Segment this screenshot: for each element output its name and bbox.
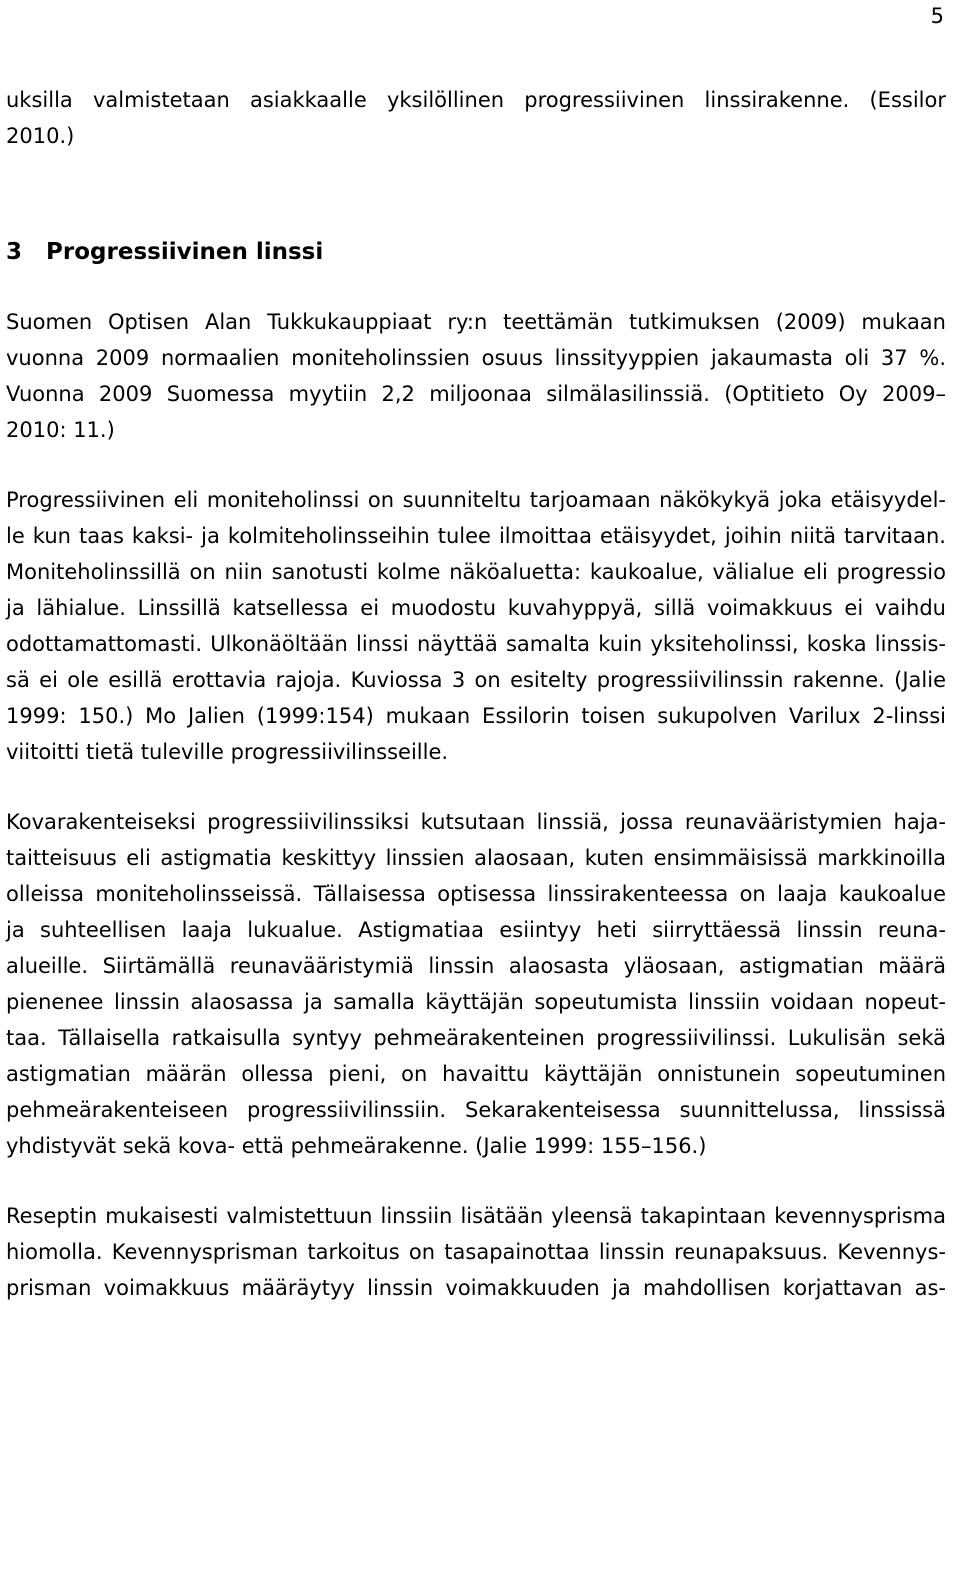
text-line: alueille. Siirtämällä reunavääristymiä linssin alaosasta yläosaan, astigmatian määrä — [6, 954, 946, 978]
text-line: Moniteholinssillä on niin sanotusti kolme näköaluetta: kaukoalue, välialue eli progressio — [6, 560, 946, 584]
text-line: le kun taas kaksi- ja kolmiteholinsseihin tulee ilmoittaa etäisyydet, joihin niitä tarvitaan. — [6, 524, 946, 548]
document-body — [6, 82, 946, 1306]
text-line: 2010: 11.) — [6, 418, 115, 442]
text-line: viitoitti tietä tuleville progressiivilinsseille. — [6, 740, 449, 764]
text-line: 1999: 150.) Mo Jalien (1999:154) mukaan Essilorin toisen sukupolven Varilux 2-linssi — [6, 704, 946, 728]
text-line: astigmatian määrän ollessa pieni, on havaittu käyttäjän onnistunein sopeutuminen — [6, 1062, 946, 1086]
paragraph-4 — [6, 1198, 946, 1306]
page-number: 5 — [930, 4, 944, 28]
text-line: pehmeärakenteiseen progressiivilinssiin. Sekarakenteisessa suunnittelussa, linssissä — [6, 1098, 946, 1122]
text-line: Progressiivinen eli moniteholinssi on suunniteltu tarjoamaan näkökykyä joka etäisyydel- — [6, 488, 946, 512]
paragraph-3 — [6, 804, 946, 1164]
section-number: 3 — [6, 239, 23, 265]
text-line: 2010.) — [6, 124, 75, 148]
text-line: yhdistyvät sekä kova- että pehmeärakenne. (Jalie 1999: 155–156.) — [6, 1134, 707, 1158]
text-line: odottamattomasti. Ulkonäöltään linssi näyttää samalta kuin yksiteholinssi, koska linssis- — [6, 632, 946, 656]
text-line: uksilla valmistetaan asiakkaalle yksilöllinen progressiivinen linssirakenne. (Essilor — [6, 88, 946, 112]
text-line: sä ei ole esillä erottavia rajoja. Kuviossa 3 on esitelty progressiivilinssin rakenne. (Jalie — [6, 668, 946, 692]
paragraph-1 — [6, 304, 946, 448]
text-line: olleissa moniteholinsseissä. Tällaisessa optisessa linssirakenteessa on laaja kaukoalue — [6, 882, 946, 906]
text-line: Vuonna 2009 Suomessa myytiin 2,2 miljoonaa silmälasilinssiä. (Optitieto Oy 2009– — [6, 382, 946, 406]
text-line: taitteisuus eli astigmatia keskittyy linssien alaosaan, kuten ensimmäisissä markkinoilla — [6, 846, 946, 870]
text-line: Kovarakenteiseksi progressiivilinssiksi kutsutaan linssiä, jossa reunavääristymien haja- — [6, 810, 946, 834]
text-line: taa. Tällaisella ratkaisulla syntyy pehmeärakenteinen progressiivilinssi. Lukulisän sekä — [6, 1026, 946, 1050]
text-line: hiomolla. Kevennysprisman tarkoitus on tasapainottaa linssin reunapaksuus. Kevennys- — [6, 1240, 946, 1264]
paragraph-2 — [6, 482, 946, 770]
text-line: prisman voimakkuus määräytyy linssin voimakkuuden ja mahdollisen korjattavan as- — [6, 1276, 946, 1300]
section-heading — [6, 234, 946, 270]
text-line: vuonna 2009 normaalien moniteholinssien osuus linssityyppien jakaumasta oli 37 %. — [6, 346, 946, 370]
text-line: ja lähialue. Linssillä katsellessa ei muodostu kuvahyppyä, sillä voimakkuus ei vaihdu — [6, 596, 946, 620]
text-line: pienenee linssin alaosassa ja samalla käyttäjän sopeutumista linssiin voidaan nopeut- — [6, 990, 946, 1014]
text-line: ja suhteellisen laaja lukualue. Astigmatiaa esiintyy heti siirryttäessä linssin reuna- — [6, 918, 946, 942]
section-title: Progressiivinen linssi — [46, 239, 324, 265]
text-line: Suomen Optisen Alan Tukkukauppiaat ry:n teettämän tutkimuksen (2009) mukaan — [6, 310, 946, 334]
continued-paragraph — [6, 82, 946, 154]
text-line: Reseptin mukaisesti valmistettuun linssiin lisätään yleensä takapintaan kevennysprisma — [6, 1204, 946, 1228]
